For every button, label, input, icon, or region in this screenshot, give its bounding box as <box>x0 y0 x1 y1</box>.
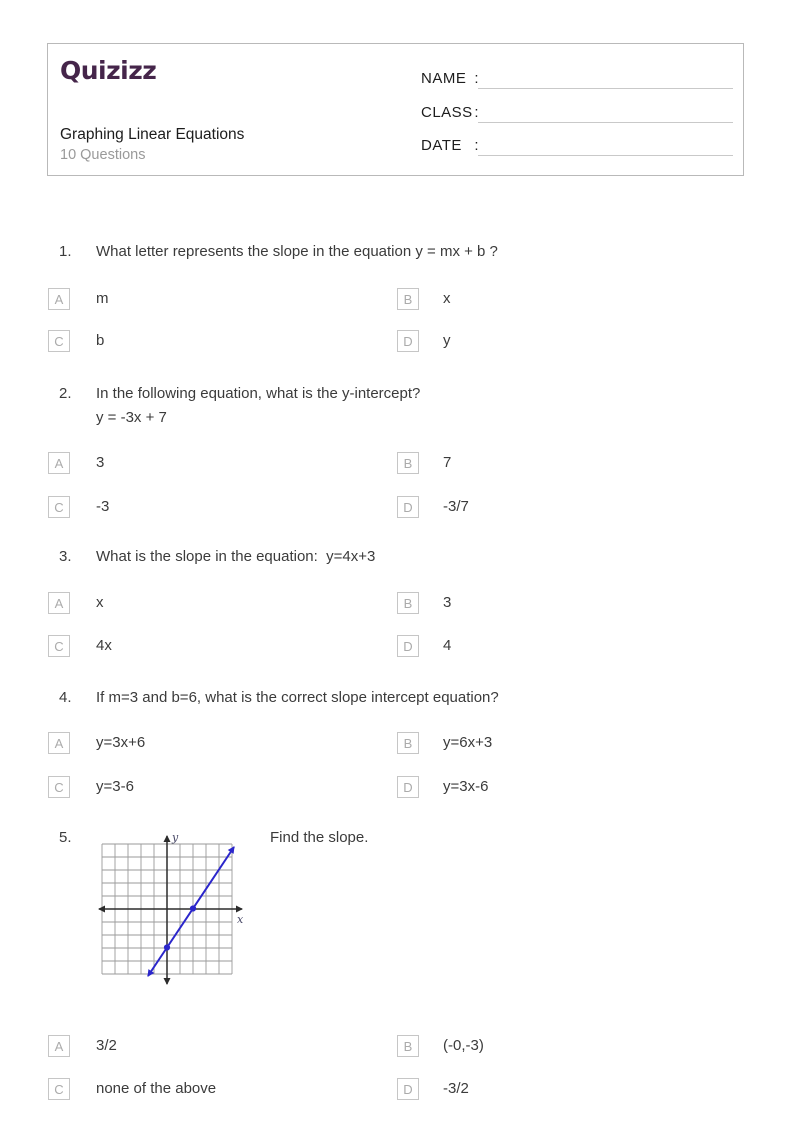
question-2-option-b-box[interactable]: B <box>397 452 419 474</box>
question-4-option-d-text: y=3x-6 <box>443 778 489 795</box>
point-dot-y-intercept <box>164 944 170 950</box>
question-1-option-b-text: x <box>443 290 451 307</box>
question-5-option-c-box[interactable]: C <box>48 1078 70 1100</box>
question-2-option-b-text: 7 <box>443 454 452 471</box>
name-label <box>421 70 479 87</box>
question-4-option-b-text: y=6x+3 <box>443 734 493 751</box>
question-4-option-b-box[interactable]: B <box>397 732 419 754</box>
question-3-option-b-box[interactable]: B <box>397 592 419 614</box>
question-2-option-c-box[interactable]: C <box>48 496 70 518</box>
question-5-option-b-text: (-0,-3) <box>443 1037 484 1054</box>
question-2-text: In the following equation, what is the y-intercept? <box>96 385 421 402</box>
quiz-question-count: 10 Questions <box>60 147 146 163</box>
question-3-option-d-box[interactable]: D <box>397 635 419 657</box>
name-label-text: NAME <box>421 70 467 87</box>
x-axis-label: x <box>237 913 244 926</box>
slope-graph <box>93 818 253 998</box>
question-4-number: 4. <box>59 689 72 706</box>
question-2-option-d-box[interactable]: D <box>397 496 419 518</box>
question-4-option-a-text: y=3x+6 <box>96 734 146 751</box>
class-label <box>421 104 479 121</box>
question-1-option-c-text: b <box>96 332 105 349</box>
question-3-text: What is the slope in the equation: y=4x+3 <box>96 548 376 565</box>
question-1-option-a-text: m <box>96 290 109 307</box>
question-1-option-c-box[interactable]: C <box>48 330 70 352</box>
question-3-option-a-box[interactable]: A <box>48 592 70 614</box>
question-5-option-a-box[interactable]: A <box>48 1035 70 1057</box>
question-5-number: 5. <box>59 829 72 846</box>
plotted-line <box>148 847 234 976</box>
class-label-text: CLASS <box>421 104 473 121</box>
question-2-option-a-text: 3 <box>96 454 105 471</box>
question-3-option-d-text: 4 <box>443 637 452 654</box>
question-5-option-a-text: 3/2 <box>96 1037 117 1054</box>
date-label-text: DATE <box>421 137 462 154</box>
name-input-line[interactable] <box>478 88 733 89</box>
question-4-option-c-box[interactable]: C <box>48 776 70 798</box>
y-axis-label: y <box>172 831 179 844</box>
question-4-option-d-box[interactable]: D <box>397 776 419 798</box>
point-dot-x-intercept <box>190 905 196 911</box>
question-3-number: 3. <box>59 548 72 565</box>
quiz-title: Graphing Linear Equations <box>60 126 245 143</box>
question-5-option-d-box[interactable]: D <box>397 1078 419 1100</box>
question-1-option-d-text: y <box>443 332 451 349</box>
question-2-option-d-text: -3/7 <box>443 498 469 515</box>
question-1-option-a-box[interactable]: A <box>48 288 70 310</box>
question-5-text: Find the slope. <box>270 829 369 846</box>
question-3-option-c-box[interactable]: C <box>48 635 70 657</box>
question-1-option-d-box[interactable]: D <box>397 330 419 352</box>
date-colon: : <box>474 137 479 154</box>
class-input-line[interactable] <box>478 122 733 123</box>
question-5-option-c-text: none of the above <box>96 1080 217 1097</box>
question-5-option-d-text: -3/2 <box>443 1080 469 1097</box>
question-4-option-a-box[interactable]: A <box>48 732 70 754</box>
question-3-option-c-text: 4x <box>96 637 112 654</box>
question-2-equation: y = -3x + 7 <box>96 409 167 426</box>
question-3-option-b-text: 3 <box>443 594 452 611</box>
question-4-text: If m=3 and b=6, what is the correct slope intercept equation? <box>96 689 499 706</box>
quizizz-logo: Quizizz <box>60 56 157 85</box>
question-4-option-c-text: y=3-6 <box>96 778 134 795</box>
name-colon: : <box>474 70 479 87</box>
question-1-option-b-box[interactable]: B <box>397 288 419 310</box>
question-5-option-b-box[interactable]: B <box>397 1035 419 1057</box>
question-3-option-a-text: x <box>96 594 104 611</box>
class-colon: : <box>474 104 479 121</box>
header-card <box>47 43 744 176</box>
date-label <box>421 137 479 154</box>
question-1-number: 1. <box>59 243 72 260</box>
question-2-option-a-box[interactable]: A <box>48 452 70 474</box>
date-input-line[interactable] <box>478 155 733 156</box>
question-1-text: What letter represents the slope in the equation y = mx + b ? <box>96 243 498 260</box>
question-2-option-c-text: -3 <box>96 498 110 515</box>
question-2-number: 2. <box>59 385 72 402</box>
